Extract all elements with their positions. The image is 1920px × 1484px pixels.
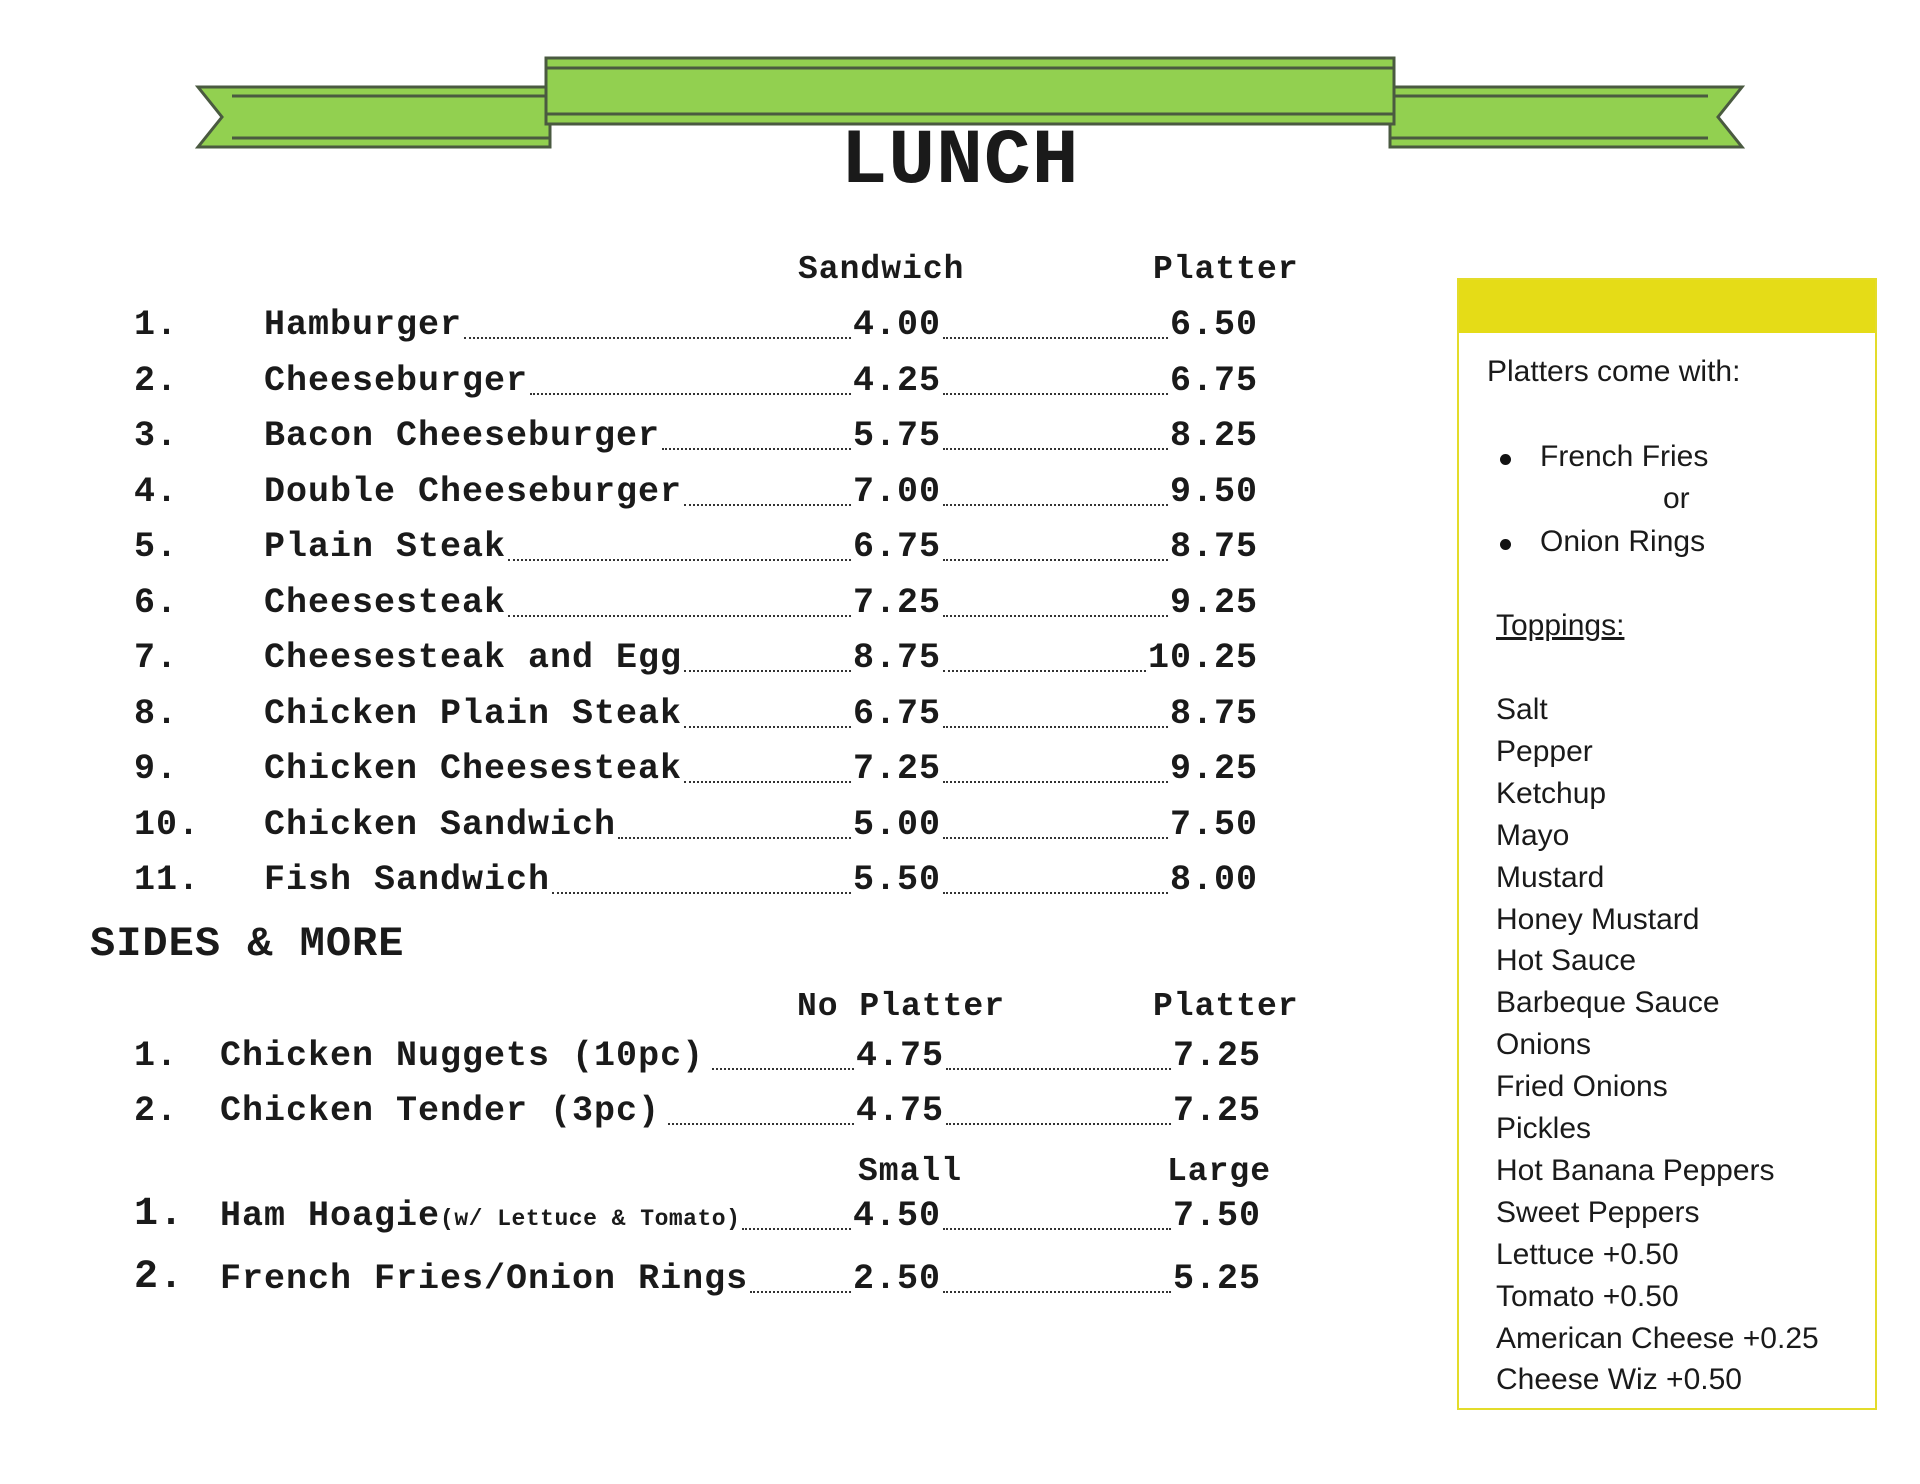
platter-price: 8.25: [1169, 416, 1258, 456]
topping-item: Pepper: [1496, 734, 1593, 768]
item-number: 1.: [134, 1192, 185, 1237]
sandwich-price: 7.00: [853, 471, 942, 512]
large-price: 7.50: [1172, 1196, 1261, 1236]
topping-item: Cheese Wiz +0.50: [1496, 1363, 1742, 1397]
topping-item: Mustard: [1496, 860, 1605, 894]
dot-leader: [530, 393, 851, 395]
topping-item: Sweet Peppers: [1496, 1195, 1700, 1229]
topping-item: Tomato +0.50: [1496, 1279, 1679, 1313]
topping-item: Mayo: [1496, 818, 1570, 852]
item-number: 4.: [134, 471, 179, 512]
dot-leader: [662, 448, 851, 450]
platter-price: 8.75: [1169, 693, 1258, 734]
item-number: 5.: [134, 527, 179, 567]
sandwich-price: 7.25: [853, 582, 942, 623]
topping-item: Ketchup: [1496, 776, 1607, 810]
dot-leader: [943, 504, 1168, 506]
menu-row: [134, 694, 1264, 746]
sandwich-price: 5.75: [853, 416, 942, 456]
platter-option-rings: Onion Rings: [1540, 525, 1706, 558]
dot-leader: [508, 559, 851, 561]
item-name: Double Cheeseburger: [264, 471, 683, 512]
platter-price: 9.50: [1169, 471, 1258, 512]
column-header-platter-sides: Platter: [1153, 988, 1299, 1025]
platter-price: 6.50: [1169, 305, 1258, 345]
dot-leader: [943, 559, 1168, 561]
dot-leader: [668, 1123, 854, 1125]
menu-title: LUNCH: [840, 118, 1080, 206]
sandwich-price: 7.25: [853, 749, 942, 789]
platter-price: 7.50: [1169, 804, 1258, 845]
menu-row: [134, 527, 1264, 579]
dot-leader: [946, 1068, 1171, 1070]
topping-item: Hot Banana Peppers: [1496, 1153, 1775, 1187]
sandwich-price: 8.75: [853, 638, 942, 678]
no-platter-price: 4.75: [856, 1036, 945, 1076]
menu-row: [134, 583, 1264, 635]
menu-row: [134, 416, 1264, 468]
item-number: 2.: [134, 360, 179, 401]
item-name: French Fries/Onion Rings: [220, 1259, 749, 1299]
bullet-icon: [1500, 539, 1511, 550]
topping-item: Lettuce +0.50: [1496, 1237, 1679, 1271]
topping-item: Onions: [1496, 1028, 1592, 1062]
column-header-platter: Platter: [1153, 251, 1299, 288]
menu-row: [134, 305, 1264, 357]
dot-leader: [943, 448, 1168, 450]
topping-item: American Cheese +0.25: [1496, 1321, 1819, 1355]
item-name: Chicken Tender (3pc): [220, 1091, 661, 1131]
dot-leader: [464, 337, 851, 339]
menu-row: [134, 805, 1264, 857]
sandwich-price: 5.00: [853, 804, 942, 845]
item-name: Cheeseburger: [264, 360, 529, 401]
platter-price: 8.75: [1169, 527, 1258, 567]
topping-item: Hot Sauce: [1496, 944, 1637, 978]
column-header-small: Small: [858, 1153, 963, 1190]
menu-row: [134, 638, 1264, 690]
item-number: 6.: [134, 582, 179, 623]
dot-leader: [750, 1291, 851, 1293]
topping-item: Barbeque Sauce: [1496, 986, 1720, 1020]
small-price: 4.50: [853, 1196, 942, 1236]
item-name: Chicken Cheesesteak: [264, 749, 683, 789]
platter-price: 9.25: [1169, 582, 1258, 623]
dot-leader: [684, 670, 851, 672]
dot-leader: [943, 337, 1168, 339]
platter-price: 7.25: [1172, 1091, 1261, 1131]
size-row: [134, 1192, 1264, 1248]
dot-leader: [943, 670, 1146, 672]
item-number: 3.: [134, 416, 179, 456]
platter-price: 10.25: [1147, 638, 1258, 678]
platter-price: 6.75: [1169, 360, 1258, 401]
platter-price: 7.25: [1172, 1036, 1261, 1076]
topping-item: Pickles: [1496, 1112, 1592, 1145]
dot-leader: [742, 1228, 851, 1230]
item-name: Chicken Sandwich: [264, 804, 617, 845]
item-number: 2.: [134, 1091, 179, 1131]
item-name: Cheesesteak: [264, 582, 507, 623]
menu-row: [134, 472, 1264, 524]
dot-leader: [943, 726, 1168, 728]
info-box-header-bar: [1459, 280, 1875, 333]
dot-leader: [684, 726, 851, 728]
no-platter-price: 4.75: [856, 1091, 945, 1131]
item-name: Chicken Nuggets (10pc): [220, 1036, 705, 1076]
bullet-icon: [1500, 454, 1511, 465]
dot-leader: [552, 892, 851, 894]
small-price: 2.50: [853, 1259, 942, 1299]
sandwich-price: 5.50: [853, 860, 942, 900]
item-name: Ham Hoagie(w/ Lettuce & Tomato): [220, 1196, 741, 1236]
dot-leader: [943, 615, 1168, 617]
item-name: Hamburger: [264, 305, 463, 345]
item-name: Chicken Plain Steak: [264, 693, 683, 734]
dot-leader: [946, 1123, 1171, 1125]
sides-row: [134, 1091, 1264, 1143]
sides-title: SIDES & MORE: [90, 920, 405, 968]
item-number: 8.: [134, 693, 179, 734]
item-number: 1.: [134, 305, 179, 345]
dot-leader: [943, 837, 1168, 839]
platters-heading: Platters come with:: [1487, 355, 1741, 388]
dot-leader: [618, 837, 851, 839]
sandwich-price: 6.75: [853, 527, 942, 567]
item-name: Cheesesteak and Egg: [264, 638, 683, 678]
dot-leader: [943, 1228, 1171, 1230]
item-number: 7.: [134, 638, 179, 678]
dot-leader: [684, 504, 851, 506]
dot-leader: [943, 393, 1168, 395]
item-number: 10.: [134, 804, 201, 845]
platter-price: 8.00: [1169, 860, 1258, 900]
menu-row: [134, 749, 1264, 801]
sandwich-price: 4.00: [853, 305, 942, 345]
menu-row: [134, 860, 1264, 912]
platter-price: 9.25: [1169, 749, 1258, 789]
platter-option-fries: French Fries: [1540, 440, 1709, 473]
dot-leader: [508, 615, 851, 617]
item-number: 1.: [134, 1036, 179, 1076]
dot-leader: [943, 781, 1168, 783]
large-price: 5.25: [1172, 1259, 1261, 1299]
topping-item: Honey Mustard: [1496, 902, 1700, 936]
topping-item: Fried Onions: [1496, 1070, 1668, 1104]
dot-leader: [684, 781, 851, 783]
dot-leader: [943, 1291, 1171, 1293]
item-number: 11.: [134, 860, 201, 900]
item-note: (w/ Lettuce & Tomato): [440, 1206, 741, 1232]
sandwich-price: 4.25: [853, 360, 942, 401]
column-header-no-platter: No Platter: [797, 988, 1006, 1025]
size-row: [134, 1255, 1264, 1311]
platters-info-box: [1457, 278, 1877, 1410]
menu-row: [134, 361, 1264, 413]
item-name: Fish Sandwich: [264, 860, 551, 900]
sandwich-price: 6.75: [853, 693, 942, 734]
column-header-sandwich: Sandwich: [798, 251, 965, 288]
column-header-large: Large: [1167, 1153, 1272, 1190]
platter-option-or: or: [1663, 482, 1690, 515]
item-number: 9.: [134, 749, 179, 789]
dot-leader: [943, 892, 1168, 894]
topping-item: Salt: [1496, 693, 1548, 726]
item-name: Bacon Cheeseburger: [264, 416, 661, 456]
toppings-heading: Toppings:: [1496, 609, 1625, 642]
sides-row: [134, 1036, 1264, 1088]
item-number: 2.: [134, 1255, 185, 1300]
dot-leader: [712, 1068, 854, 1070]
item-name: Plain Steak: [264, 527, 507, 567]
